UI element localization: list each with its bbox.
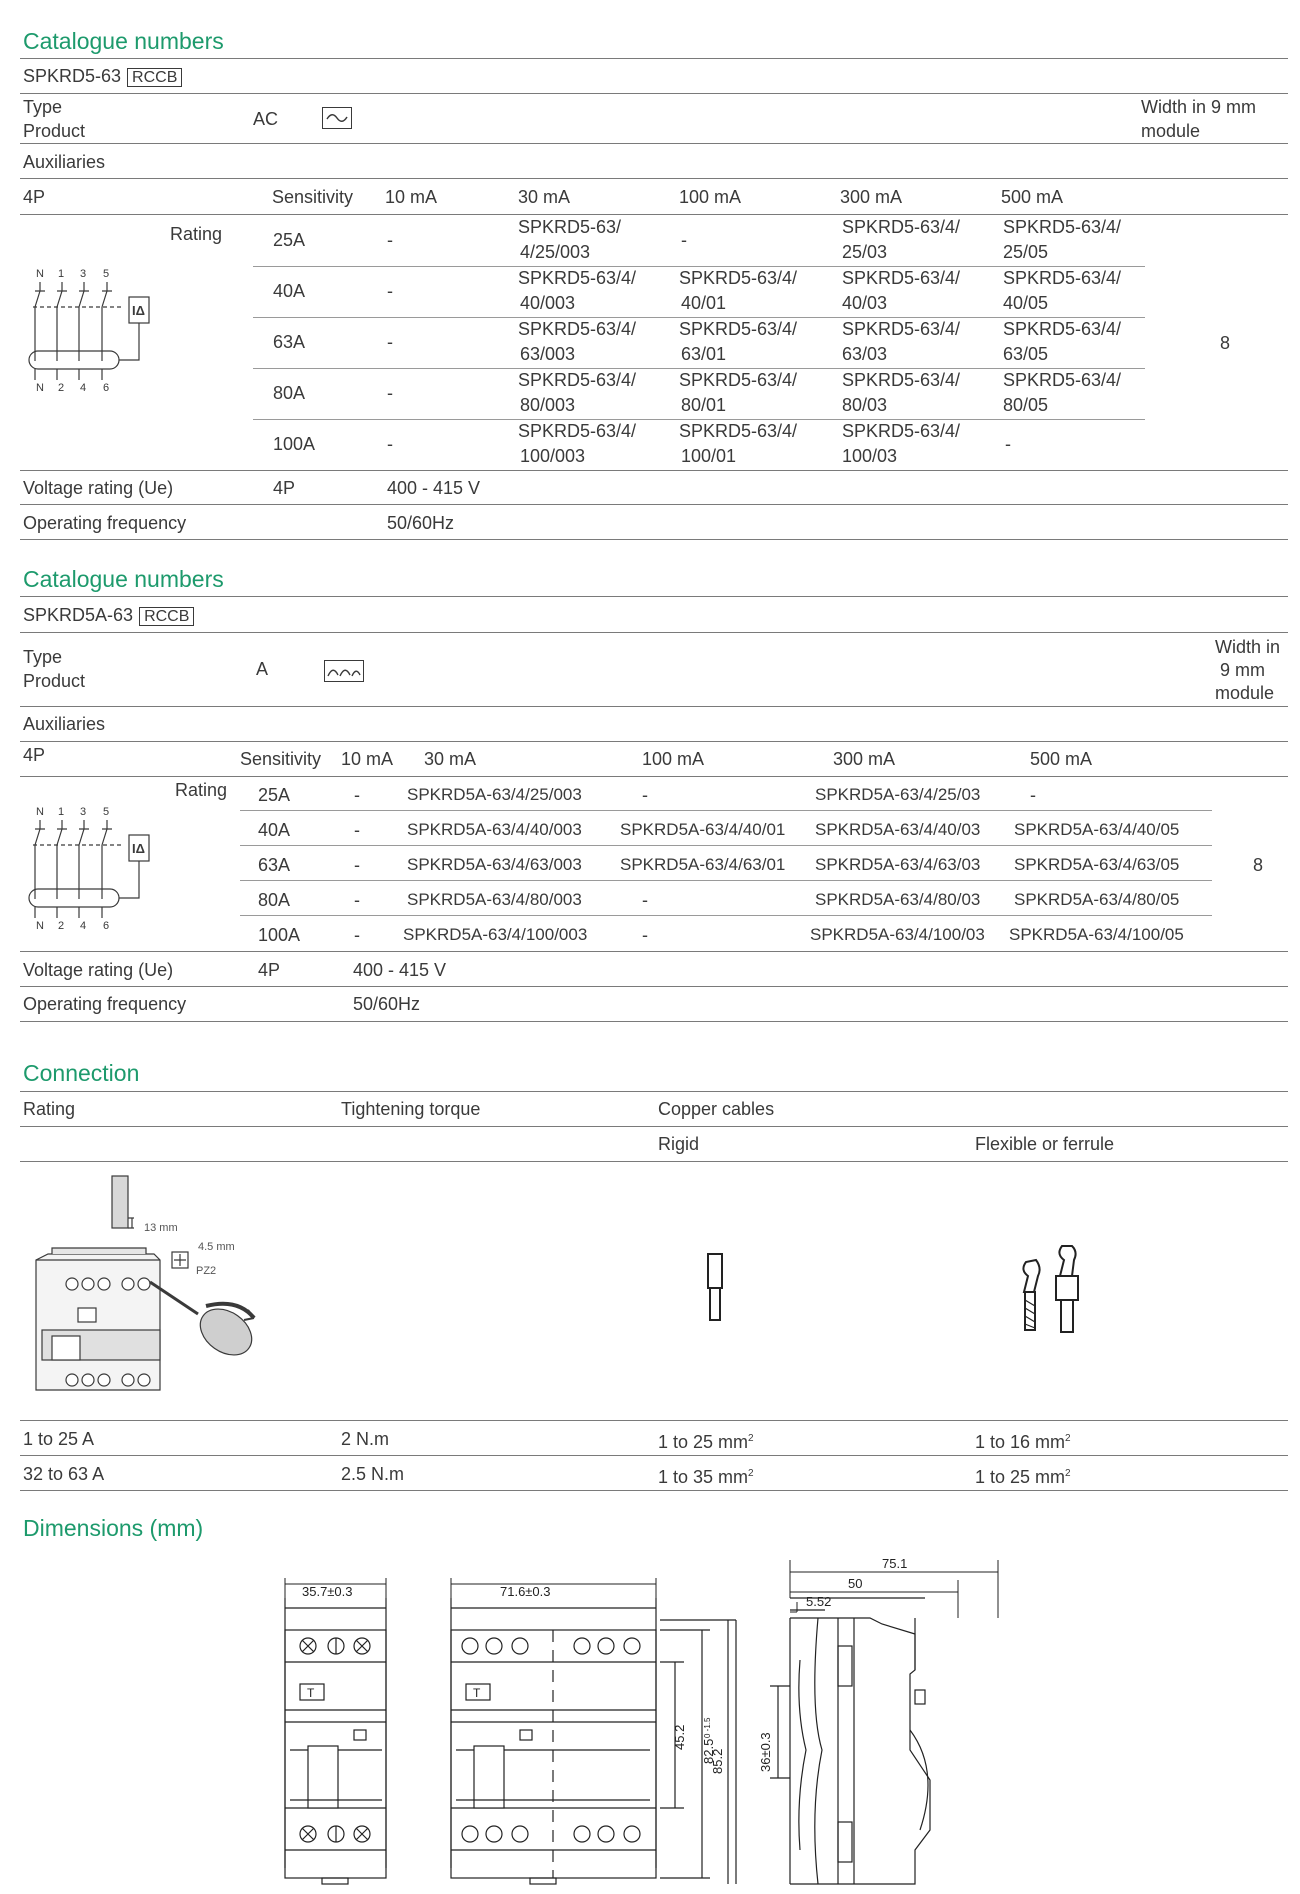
cell-500ma-cont: 25/05	[1003, 242, 1049, 262]
cell-100ma: -	[642, 785, 648, 805]
cell-300ma: SPKRD5A-63/4/100/03	[810, 925, 985, 944]
section-title-catalogue-1: Catalogue numbers	[23, 28, 224, 54]
divider	[20, 1021, 1288, 1022]
header-copper: Copper cables	[658, 1099, 775, 1119]
header-sensitivity: Sensitivity	[272, 187, 354, 207]
cell-30ma: SPKRD5-63/4/	[518, 421, 637, 441]
divider	[20, 1091, 1288, 1092]
installation-illustration	[28, 1170, 298, 1400]
cell-30ma-cont: 63/003	[520, 344, 576, 364]
cell-300ma: SPKRD5-63/4/	[842, 268, 961, 288]
superscript: 2	[748, 1468, 754, 1479]
a-waveform-icon	[324, 660, 364, 682]
connection-torque: 2 N.m	[341, 1429, 390, 1449]
row-divider	[240, 915, 1212, 916]
width-label-line2: 9 mm	[1220, 660, 1265, 680]
dimension-depth-552: 5.52	[806, 1594, 832, 1609]
cell-100ma-cont: 40/01	[681, 293, 727, 313]
cell-500ma: SPKRD5-63/4/	[1003, 370, 1122, 390]
dimension-depth-50: 50	[848, 1576, 863, 1591]
cell-100ma: -	[642, 890, 648, 910]
cell-30ma: SPKRD5A-63/4/40/003	[407, 820, 582, 839]
frequency-value: 50/60Hz	[387, 513, 455, 533]
strip-length-label: 13 mm	[144, 1222, 178, 1234]
cell-30ma-cont: 4/25/003	[520, 242, 591, 262]
flexible-value: 1 to 25 mm	[975, 1467, 1066, 1487]
terminal-label: 4	[80, 382, 87, 394]
cell-10ma: -	[354, 890, 360, 910]
cell-500ma: SPKRD5-63/4/	[1003, 268, 1122, 288]
cell-300ma: SPKRD5-63/4/	[842, 421, 961, 441]
header-100ma: 100 mA	[679, 187, 742, 207]
cell-100ma: -	[642, 925, 648, 945]
type-value: A	[256, 659, 269, 679]
connection-rating: 32 to 63 A	[23, 1464, 105, 1484]
rating-value: 40A	[273, 281, 306, 301]
row-divider	[240, 810, 1212, 811]
dimension-width-4p: 71.6±0.3	[500, 1584, 551, 1599]
cell-500ma: SPKRD5A-63/4/80/05	[1014, 890, 1180, 909]
header-torque: Tightening torque	[341, 1099, 481, 1119]
width-label-line3: module	[1215, 683, 1275, 703]
dimension-height-45: 45.2	[672, 1724, 687, 1750]
width-value: 8	[1220, 333, 1231, 353]
cell-30ma-cont: 40/003	[520, 293, 576, 313]
cell-300ma: SPKRD5A-63/4/25/03	[815, 785, 981, 804]
header-rigid: Rigid	[658, 1134, 700, 1154]
dimension-height-82: 82.5	[701, 1738, 716, 1764]
cell-300ma: SPKRD5A-63/4/80/03	[815, 890, 981, 909]
divider	[20, 214, 1288, 215]
product-label: Product	[23, 671, 86, 691]
cell-500ma: SPKRD5-63/4/	[1003, 319, 1122, 339]
cell-500ma: -	[1005, 434, 1011, 454]
voltage-label: Voltage rating (Ue)	[23, 960, 174, 980]
cell-100ma: SPKRD5-63/4/	[679, 421, 798, 441]
dimension-rail-36: 36±0.3	[758, 1732, 773, 1772]
cell-100ma: -	[681, 230, 687, 250]
row-divider	[240, 845, 1212, 846]
model-name	[23, 604, 194, 628]
cell-500ma-cont: 63/05	[1003, 344, 1049, 364]
divider	[20, 951, 1288, 952]
dimension-height-85-tolerance: 0 -1.5	[703, 1717, 712, 1738]
divider	[20, 706, 1288, 707]
voltage-poles: 4P	[273, 478, 296, 498]
cell-100ma-cont: 100/01	[681, 446, 737, 466]
divider	[20, 1161, 1288, 1162]
cell-30ma-cont: 80/003	[520, 395, 576, 415]
voltage-value: 400 - 415 V	[387, 478, 481, 498]
header-10ma: 10 mA	[385, 187, 438, 207]
voltage-label: Voltage rating (Ue)	[23, 478, 174, 498]
terminal-label: 2	[58, 920, 65, 932]
poles-label: 4P	[23, 745, 46, 765]
section-title-connection: Connection	[23, 1060, 140, 1086]
cell-500ma: SPKRD5A-63/4/40/05	[1014, 820, 1180, 839]
frequency-label: Operating frequency	[23, 994, 187, 1014]
cell-500ma: SPKRD5A-63/4/63/05	[1014, 855, 1180, 874]
rating-value: 100A	[258, 925, 301, 945]
rating-value: 63A	[273, 332, 306, 352]
cell-100ma: SPKRD5A-63/4/63/01	[620, 855, 786, 874]
divider	[20, 178, 1288, 179]
cell-500ma: -	[1030, 785, 1036, 805]
cell-10ma: -	[354, 785, 360, 805]
wiring-diagram	[25, 265, 165, 395]
connection-torque: 2.5 N.m	[341, 1464, 405, 1484]
dimension-height-85: 85.2	[710, 1748, 725, 1774]
terminal-label: N	[36, 920, 44, 932]
cell-300ma-cont: 40/03	[842, 293, 888, 313]
cell-30ma: SPKRD5A-63/4/63/003	[407, 855, 582, 874]
cell-500ma-cont: 80/05	[1003, 395, 1049, 415]
connection-flexible	[975, 1428, 1071, 1453]
wiring-diagram	[25, 803, 165, 933]
flexible-cable-icon	[1012, 1240, 1092, 1340]
cell-300ma: SPKRD5-63/4/	[842, 319, 961, 339]
cell-30ma: SPKRD5-63/	[518, 217, 622, 237]
model-code: SPKRD5A-63	[23, 605, 134, 625]
section-title-catalogue-2: Catalogue numbers	[23, 566, 224, 592]
product-label: Product	[23, 121, 86, 141]
row-divider	[240, 880, 1212, 881]
superscript: 2	[1065, 1433, 1071, 1444]
model-code: SPKRD5-63	[23, 66, 122, 86]
cell-100ma: SPKRD5-63/4/	[679, 268, 798, 288]
cell-300ma: SPKRD5-63/4/	[842, 370, 961, 390]
divider	[20, 1455, 1288, 1456]
terminal-label: 6	[103, 382, 110, 394]
ac-waveform-icon	[322, 107, 352, 129]
divider	[20, 504, 1288, 505]
divider	[20, 632, 1288, 633]
model-tag: RCCB	[139, 607, 194, 626]
flexible-value: 1 to 16 mm	[975, 1432, 1066, 1452]
type-label: Type	[23, 647, 63, 667]
terminal-label: 1	[58, 806, 65, 818]
frequency-label: Operating frequency	[23, 513, 187, 533]
cell-30ma: SPKRD5-63/4/	[518, 370, 637, 390]
header-500ma: 500 mA	[1001, 187, 1064, 207]
header-flexible: Flexible or ferrule	[975, 1134, 1115, 1154]
section-title-dimensions: Dimensions (mm)	[23, 1515, 204, 1541]
cell-10ma: -	[354, 925, 360, 945]
divider	[20, 596, 1288, 597]
superscript: 2	[748, 1433, 754, 1444]
terminal-label: N	[36, 382, 44, 394]
auxiliaries-label: Auxiliaries	[23, 152, 106, 172]
terminal-label: 6	[103, 920, 110, 932]
rating-value: 100A	[273, 434, 316, 454]
terminal-label: N	[36, 268, 44, 280]
cell-30ma: SPKRD5-63/4/	[518, 319, 637, 339]
cell-10ma: -	[354, 855, 360, 875]
divider	[20, 58, 1288, 59]
model-tag: RCCB	[127, 68, 182, 87]
poles-label: 4P	[23, 187, 46, 207]
type-value: AC	[253, 109, 279, 129]
divider	[20, 1420, 1288, 1421]
divider	[20, 776, 1288, 777]
rating-value: 25A	[258, 785, 291, 805]
connection-flexible	[975, 1463, 1071, 1488]
header-300ma: 300 mA	[840, 187, 903, 207]
terminal-label: 2	[58, 382, 65, 394]
width-label-line1: Width in	[1215, 637, 1281, 657]
screw-width-label: 4.5 mm	[198, 1241, 235, 1253]
rating-value: 25A	[273, 230, 306, 250]
dimension-depth-total: 75.1	[882, 1556, 908, 1571]
rating-label: Rating	[170, 224, 223, 244]
dimension-drawing	[270, 1550, 1030, 1885]
cell-100ma: SPKRD5A-63/4/40/01	[620, 820, 786, 839]
divider	[20, 143, 1288, 144]
rating-value: 80A	[273, 383, 306, 403]
cell-300ma: SPKRD5A-63/4/40/03	[815, 820, 981, 839]
divider	[20, 93, 1288, 94]
residual-current-symbol: IΔ	[132, 841, 145, 856]
header-500ma: 500 mA	[1030, 749, 1093, 769]
divider	[20, 1490, 1288, 1491]
cell-100ma-cont: 63/01	[681, 344, 727, 364]
cell-30ma: SPKRD5A-63/4/80/003	[407, 890, 582, 909]
rating-value: 80A	[258, 890, 291, 910]
cell-100ma: SPKRD5-63/4/	[679, 319, 798, 339]
cell-10ma: -	[387, 434, 393, 454]
svg-text:T: T	[473, 1686, 481, 1700]
dimension-width-2p: 35.7±0.3	[302, 1584, 353, 1599]
cell-300ma-cont: 63/03	[842, 344, 888, 364]
rating-value: 63A	[258, 855, 291, 875]
divider	[20, 986, 1288, 987]
header-100ma: 100 mA	[642, 749, 705, 769]
auxiliaries-label: Auxiliaries	[23, 714, 106, 734]
header-sensitivity: Sensitivity	[240, 749, 322, 769]
connection-rating: 1 to 25 A	[23, 1429, 95, 1449]
residual-current-symbol: IΔ	[132, 303, 145, 318]
type-label: Type	[23, 97, 63, 117]
divider	[20, 539, 1288, 540]
divider	[20, 470, 1288, 471]
width-label-line2: module	[1141, 121, 1201, 141]
header-300ma: 300 mA	[833, 749, 896, 769]
divider	[20, 1126, 1288, 1127]
header-rating: Rating	[23, 1099, 76, 1119]
divider	[20, 741, 1288, 742]
width-label-line1: Width in 9 mm	[1141, 97, 1257, 117]
frequency-value: 50/60Hz	[353, 994, 421, 1014]
terminal-label: 3	[80, 268, 87, 280]
cell-300ma: SPKRD5A-63/4/63/03	[815, 855, 981, 874]
rigid-value: 1 to 25 mm	[658, 1432, 749, 1452]
cell-30ma: SPKRD5A-63/4/100/003	[403, 925, 588, 944]
terminal-label: 1	[58, 268, 65, 280]
cell-30ma: SPKRD5A-63/4/25/003	[407, 785, 582, 804]
cell-300ma-cont: 25/03	[842, 242, 888, 262]
superscript: 2	[1065, 1468, 1071, 1479]
header-30ma: 30 mA	[424, 749, 477, 769]
terminal-label: 5	[103, 806, 110, 818]
cell-300ma: SPKRD5-63/4/	[842, 217, 961, 237]
svg-text:T: T	[307, 1686, 315, 1700]
width-value: 8	[1253, 855, 1264, 875]
voltage-value: 400 - 415 V	[353, 960, 447, 980]
rigid-cable-icon	[700, 1250, 730, 1325]
rigid-value: 1 to 35 mm	[658, 1467, 749, 1487]
cell-30ma-cont: 100/003	[520, 446, 586, 466]
voltage-poles: 4P	[258, 960, 281, 980]
cell-10ma: -	[387, 332, 393, 352]
cell-30ma: SPKRD5-63/4/	[518, 268, 637, 288]
terminal-label: 5	[103, 268, 110, 280]
cell-10ma: -	[354, 820, 360, 840]
terminal-label: 4	[80, 920, 87, 932]
screwdriver-type-label: PZ2	[196, 1265, 217, 1277]
header-10ma: 10 mA	[341, 749, 394, 769]
model-name	[23, 65, 182, 89]
cell-100ma: SPKRD5-63/4/	[679, 370, 798, 390]
connection-rigid	[658, 1428, 754, 1453]
cell-300ma-cont: 100/03	[842, 446, 898, 466]
header-30ma: 30 mA	[518, 187, 571, 207]
connection-rigid	[658, 1463, 754, 1488]
cell-500ma-cont: 40/05	[1003, 293, 1049, 313]
cell-500ma: SPKRD5-63/4/	[1003, 217, 1122, 237]
cell-300ma-cont: 80/03	[842, 395, 888, 415]
cell-100ma-cont: 80/01	[681, 395, 727, 415]
terminal-label: N	[36, 806, 44, 818]
terminal-label: 3	[80, 806, 87, 818]
rating-label: Rating	[175, 780, 228, 800]
cell-500ma: SPKRD5A-63/4/100/05	[1009, 925, 1184, 944]
rating-value: 40A	[258, 820, 291, 840]
cell-10ma: -	[387, 281, 393, 301]
cell-10ma: -	[387, 383, 393, 403]
cell-10ma: -	[387, 230, 393, 250]
